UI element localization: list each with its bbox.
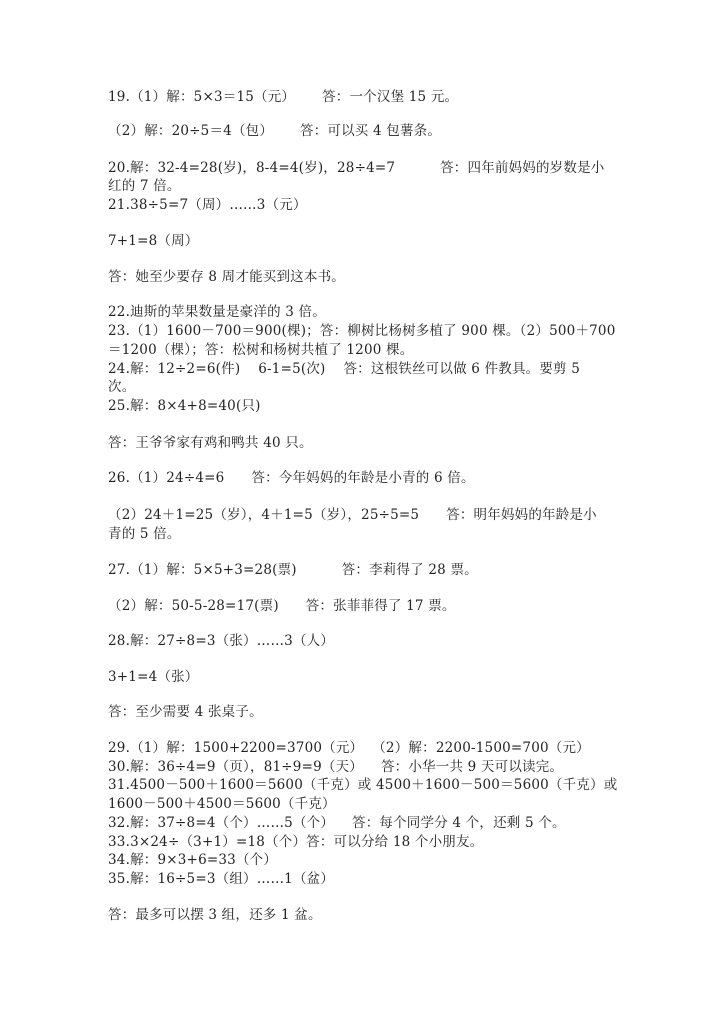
answer-24-cont: 次。	[108, 379, 136, 395]
answer-25: 25.解：8×4+8=40(只)	[108, 398, 261, 414]
answer-29: 29.（1）解：1500+2200=3700（元） （2）解：2200-1500=700（元）	[108, 740, 590, 756]
answer-26-2-cont: 青的 5 倍。	[108, 526, 181, 542]
answer-20-cont: 红的 7 倍。	[108, 178, 181, 194]
answer-21: 21.38÷5=7（周）……3（元）	[108, 197, 307, 213]
answer-24: 24.解：12÷2=6(件) 6-1=5(次) 答：这根铁丝可以做 6 件教具。要剪 5	[108, 361, 581, 377]
answer-34: 34.解：9×3+6=33（个）	[108, 852, 278, 868]
answer-23-cont: ＝1200（棵）；答：松树和杨树共植了 1200 棵。	[108, 342, 414, 358]
answer-23: 23.（1）1600－700＝900(棵)；答：柳树比杨树多植了 900 棵。（2）500＋700	[108, 323, 616, 339]
answer-28-step: 3+1=4（张）	[108, 669, 199, 685]
answer-19-1: 19.（1）解：5×3＝15（元） 答：一个汉堡 15 元。	[108, 89, 459, 105]
answer-35: 35.解：16÷5=3（组）……1（盆）	[108, 871, 335, 887]
answer-26-1: 26.（1）24÷4=6 答：今年妈妈的年龄是小青的 6 倍。	[108, 470, 475, 486]
answer-31-cont: 1600－500＋4500＝5600（千克）	[108, 796, 336, 812]
answer-32: 32.解：37÷8=4（个）……5（个） 答：每个同学分 4 个，还剩 5 个。	[108, 815, 566, 831]
answer-21-step: 7+1=8（周）	[108, 233, 199, 249]
answer-31: 31.4500－500＋1600＝5600（千克）或 4500＋1600－500＝5600（千克）或	[108, 777, 618, 793]
answer-33: 33.3×24÷（3+1）=18（个）答：可以分给 18 个小朋友。	[108, 834, 484, 850]
answer-28-conclusion: 答：至少需要 4 张桌子。	[108, 704, 263, 720]
answer-26-2: （2）24＋1=25（岁），4＋1=5（岁），25÷5=5 答：明年妈妈的年龄是小	[108, 507, 597, 523]
answer-27-2: （2）解：50-5-28=17(票) 答：张菲菲得了 17 票。	[108, 598, 456, 614]
answer-20: 20.解：32-4=28(岁)，8-4=4(岁)，28÷4=7 答：四年前妈妈的岁数是小	[108, 160, 605, 176]
answer-35-conclusion: 答：最多可以摆 3 组，还多 1 盆。	[108, 907, 322, 923]
answer-22: 22.迪斯的苹果数量是豪洋的 3 倍。	[108, 304, 326, 320]
answer-27-1: 27.（1）解：5×5+3=28(票) 答：李莉得了 28 票。	[108, 562, 478, 578]
answer-25-conclusion: 答：王爷爷家有鸡和鸭共 40 只。	[108, 435, 313, 451]
answer-19-2: （2）解：20÷5＝4（包） 答：可以买 4 包薯条。	[108, 123, 442, 139]
answer-21-conclusion: 答：她至少要存 8 周才能买到这本书。	[108, 269, 345, 285]
answer-30: 30.解：36÷4=9（页），81÷9=9（天） 答：小华一共 9 天可以读完。	[108, 759, 564, 775]
answer-28: 28.解：27÷8=3（张）……3（人）	[108, 633, 335, 649]
